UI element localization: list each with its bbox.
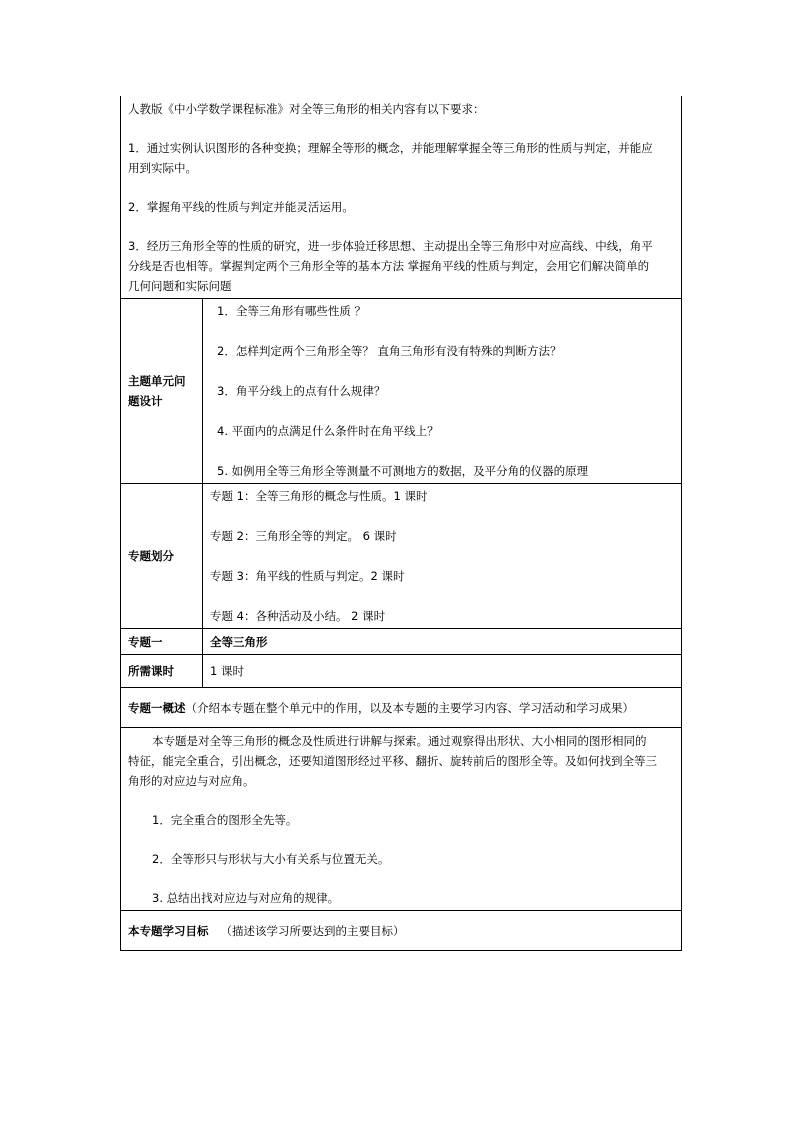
requirements-cell [121,96,682,299]
overview-body-cell [121,728,682,911]
requirement-3-line-3: 几何问题和实际问题 [128,279,232,293]
overview-point-1: 1．完全重合的图形全先等。 [152,813,298,827]
requirements-intro: 人教版《中小学数学课程标准》对全等三角形的相关内容有以下要求： [128,102,485,116]
overview-label: 专题一概述 [128,700,186,715]
requirement-2: 2．掌握角平线的性质与判定并能灵活运用。 [128,200,354,214]
overview-header-row [121,688,682,728]
goals-row [121,911,682,951]
requirements-row [121,96,682,299]
questions-label-line-1: 主题单元问 [128,374,186,388]
lesson-plan-table [120,96,682,951]
topic-1: 专题 1：全等三角形的概念与性质。1 课时 [210,489,428,503]
questions-row [121,299,682,484]
topics-cell [203,484,682,629]
overview-paragraph-line-3: 角形的对应边与对应角。 [128,774,255,788]
topic-2: 专题 2：三角形全等的判定。 6 课时 [210,529,397,543]
overview-point-3: 3. 总结出找对应边与对应角的规律。 [152,891,340,905]
topics-label-cell [121,484,203,629]
overview-point-2: 2．全等形只与形状与大小有关系与位置无关。 [152,852,390,866]
hours-label: 所需课时 [121,655,203,688]
requirement-1-line-2: 用到实际中。 [128,161,197,175]
topics-row [121,484,682,629]
goals-cell [121,911,682,951]
document-page [120,96,681,951]
question-1: 1．全等三角形有哪些性质 ？ [217,304,366,318]
topics-label: 专题划分 [128,549,174,563]
requirement-1-line-1: 1．通过实例认识图形的各种变换；理解全等形的概念，并能理解掌握全等三角形的性质与判定，并能应 [128,141,653,155]
goals-note: （描述该学习所要达到的主要目标） [220,923,405,938]
overview-note: （介绍本专题在整个单元中的作用，以及本专题的主要学习内容、学习活动和学习成果） [185,700,634,715]
topic-4: 专题 4：各种活动及小结。 2 课时 [210,609,386,623]
topic-one-label: 专题一 [121,629,203,655]
hours-row [121,655,682,688]
requirement-3-line-1: 3．经历三角形全等的性质的研究，进一步体验迁移思想、主动提出全等三角形中对应高线、中线，角平 [128,239,653,253]
question-2: 2．怎样判定两个三角形全等？ 直角三角形有没有特殊的判断方法？ [217,344,562,358]
question-3: 3．角平分线上的点有什么规律？ [217,384,386,398]
overview-body-row [121,728,682,911]
overview-header-cell [121,688,682,728]
question-4: 4. 平面内的点满足什么条件时在角平线上？ [217,424,439,438]
topic-one-row [121,629,682,655]
goals-label: 本专题学习目标 [128,923,209,938]
topic-3: 专题 3：角平线的性质与判定。2 课时 [210,569,405,583]
requirement-3-line-2: 分线是否也相等。掌握判定两个三角形全等的基本方法 掌握角平线的性质与判定，会用它们解决简单的 [128,259,650,273]
overview-paragraph-line-2: 特征，能完全重合，引出概念，还要知道图形经过平移、翻折、旋转前后的图形全等。及如何找到全等三 [128,754,657,768]
overview-paragraph-line-1: 本专题是对全等三角形的概念及性质进行讲解与探索。通过观察得出形状、大小相同的图形相同的 [152,734,647,748]
questions-label-cell [121,299,203,484]
topic-one-value: 全等三角形 [203,629,682,655]
questions-label-line-2: 题设计 [128,394,163,408]
hours-value: 1 课时 [203,655,682,688]
question-5: 5. 如例用全等三角形全等测量不可测地方的数据，及平分角的仪器的原理 [217,464,589,478]
questions-cell [203,299,682,484]
